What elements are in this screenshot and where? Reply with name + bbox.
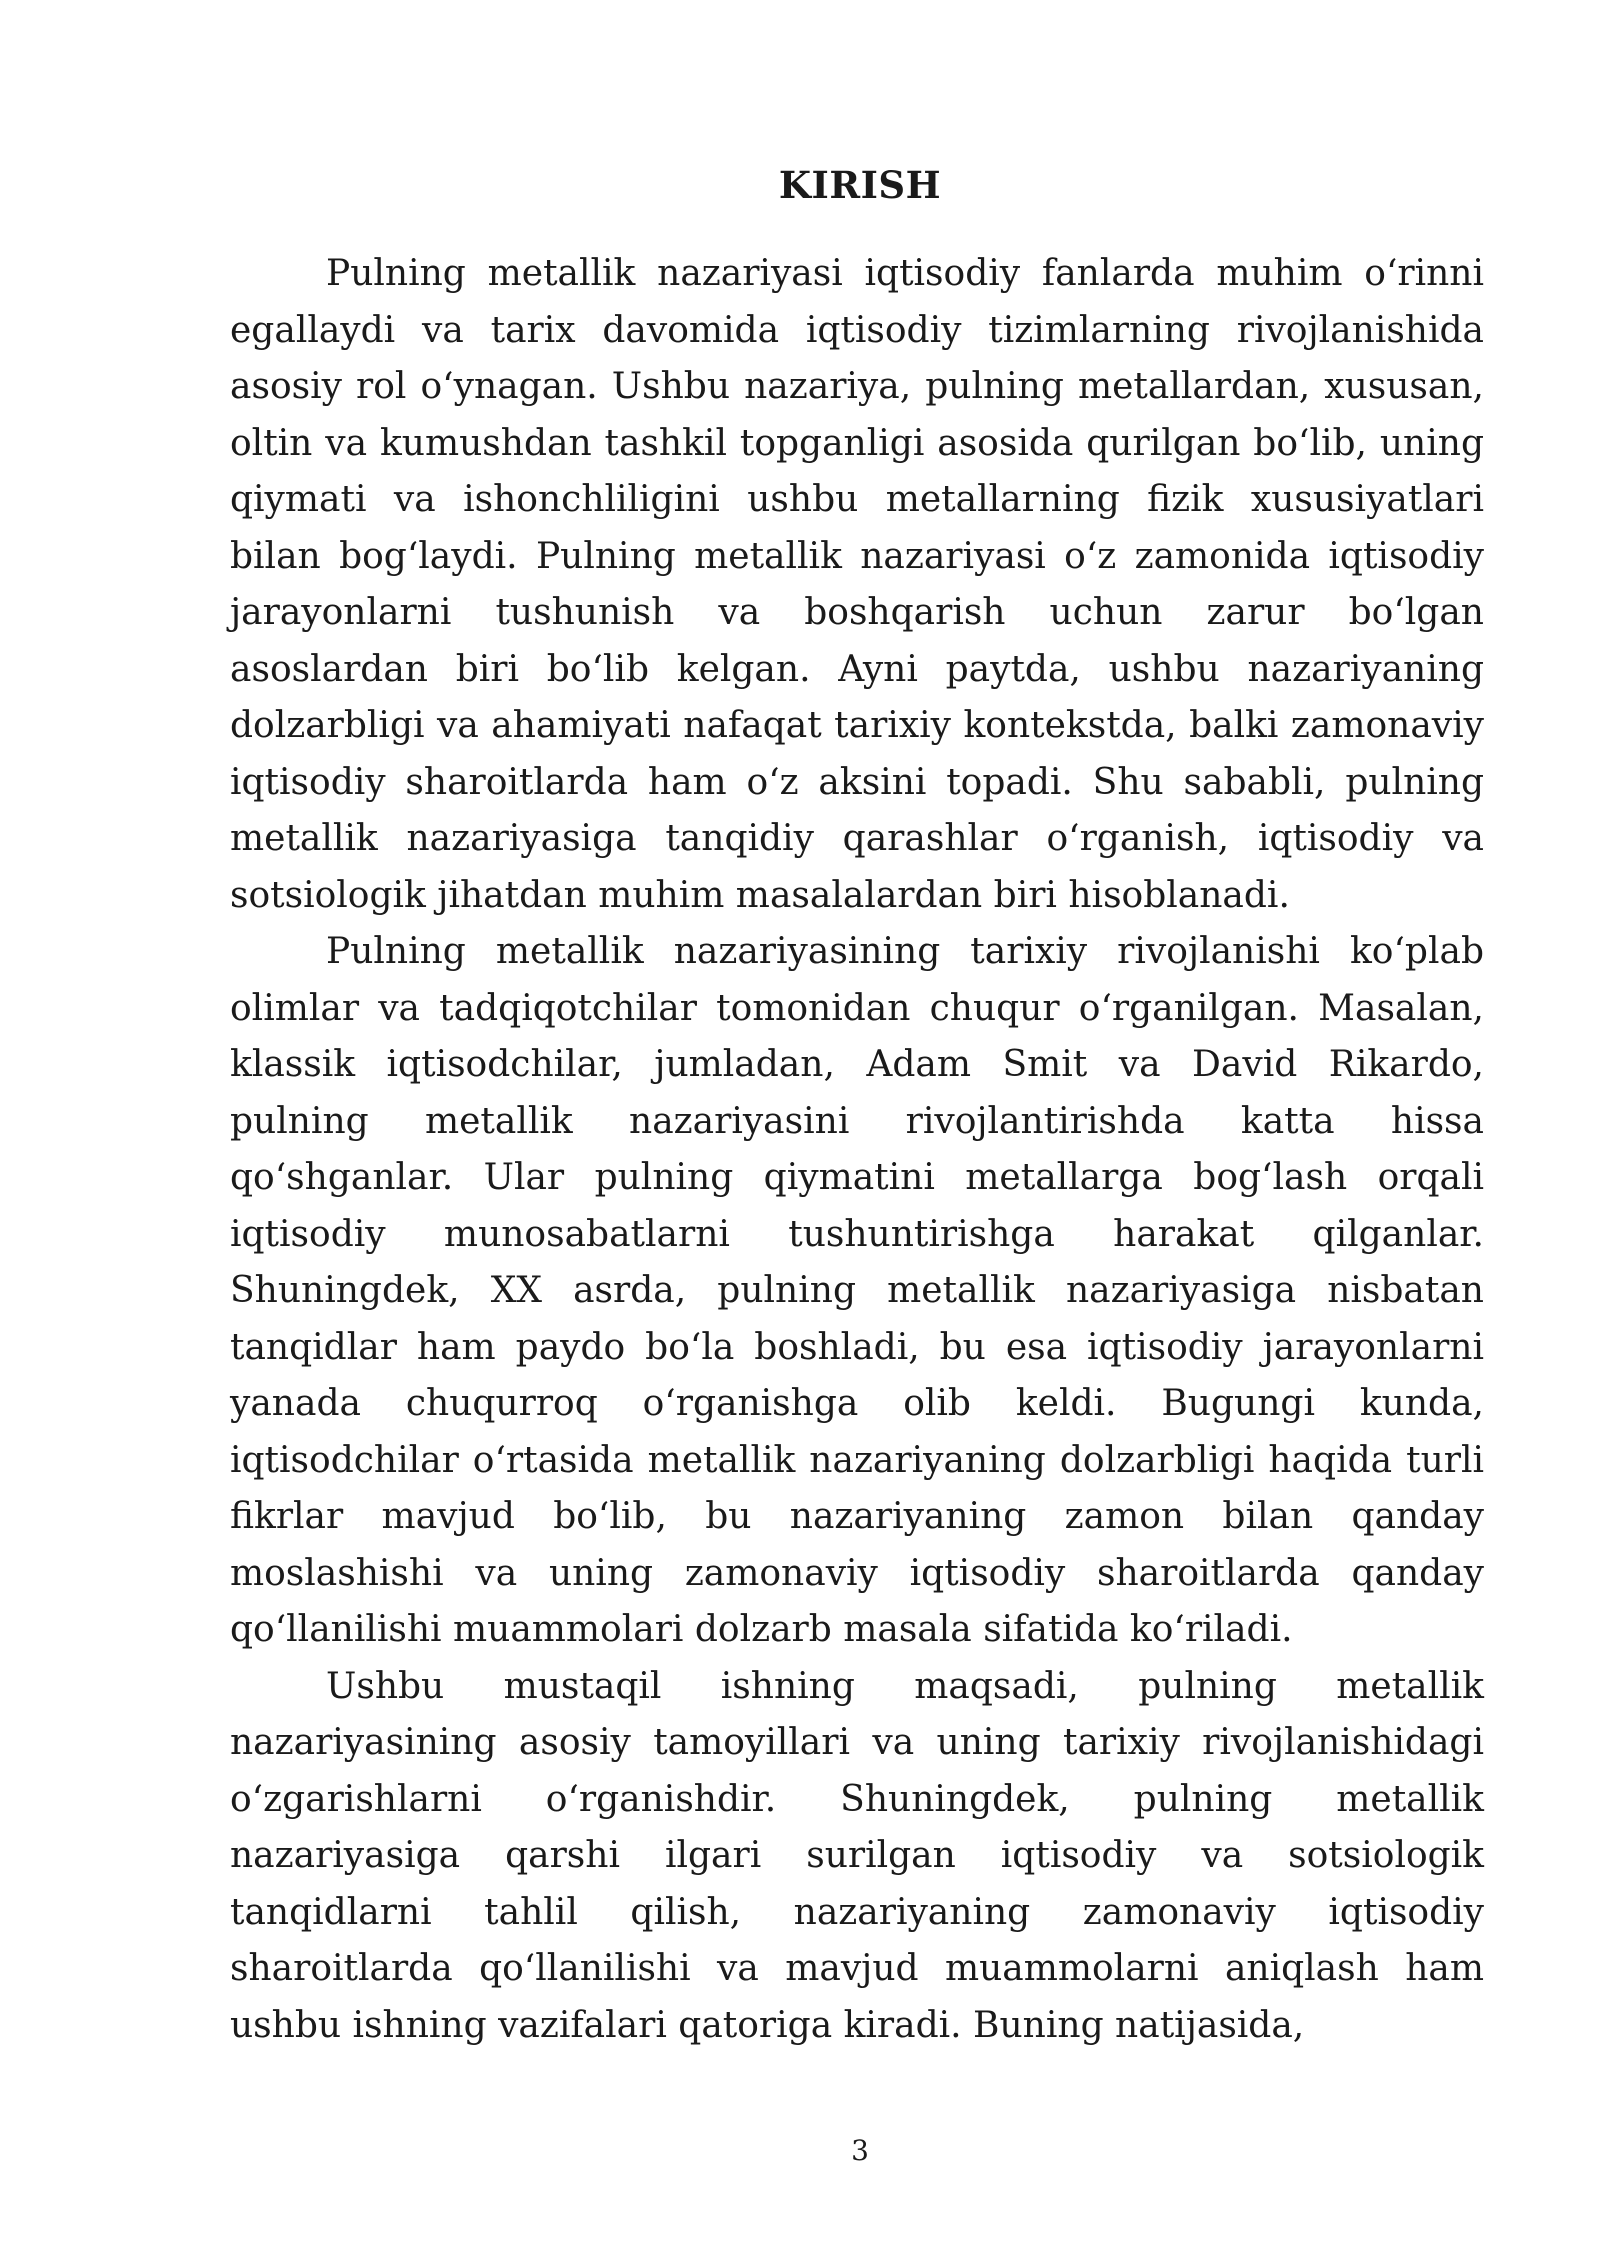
paragraph-1: Pulning metallik nazariyasi iqtisodiy fanlarda muhim oʻrinni egallaydi va tarix davomida iqtisodiy tizimlarning rivojlanishida asosiy rol oʻynagan. Ushbu nazariya, pulning metallardan, xususan, oltin va kumushdan tashkil topganligi asosida qurilgan boʻlib, uning qiymati va ishonchliligini ushbu metallarning fizik xususiyatlari bilan bogʻlaydi. Pulning metallik nazariyasi oʻz zamonida iqtisodiy jarayonlarni tushunish va boshqarish uchun zarur boʻlgan asoslardan biri boʻlib kelgan. Ayni paytda, ushbu nazariyaning dolzarbligi va ahamiyati nafaqat tarixiy kontekstda, balki zamonaviy iqtisodiy sharoitlarda ham oʻz aksini topadi. Shu sababli, pulning metallik nazariyasiga tanqidiy qarashlar oʻrganish, iqtisodiy va sotsiologik jihatdan muhim masalalardan biri hisoblanadi.	[230, 253, 1484, 916]
body-text	[230, 246, 1484, 2054]
paragraph-2: Pulning metallik nazariyasining tarixiy rivojlanishi koʻplab olimlar va tadqiqotchilar tomonidan chuqur oʻrganilgan. Masalan, klassik iqtisodchilar, jumladan, Adam Smit va David Rikardo, pulning metallik nazariyasini rivojlantirishda katta hissa qoʻshganlar. Ular pulning qiymatini metallarga bogʻlash orqali iqtisodiy munosabatlarni tushuntirishga harakat qilganlar. Shuningdek, XX asrda, pulning metallik nazariyasiga nisbatan tanqidlar ham paydo boʻla boshladi, bu esa iqtisodiy jarayonlarni yanada chuqurroq oʻrganishga olib keldi. Bugungi kunda, iqtisodchilar oʻrtasida metallik nazariyaning dolzarbligi haqida turli fikrlar mavjud boʻlib, bu nazariyaning zamon bilan qanday moslashishi va uning zamonaviy iqtisodiy sharoitlarda qanday qoʻllanilishi muammolari dolzarb masala sifatida koʻriladi.	[230, 931, 1484, 1650]
paragraph-3: Ushbu mustaqil ishning maqsadi, pulning metallik nazariyasining asosiy tamoyillari va uning tarixiy rivojlanishidagi oʻzgarishlarni oʻrganishdir. Shuningdek, pulning metallik nazariyasiga qarshi ilgari surilgan iqtisodiy va sotsiologik tanqidlarni tahlil qilish, nazariyaning zamonaviy iqtisodiy sharoitlarda qoʻllanilishi va mavjud muammolarni aniqlash ham ushbu ishning vazifalari qatoriga kiradi. Buning natijasida,	[230, 1665, 1484, 2046]
section-title: KIRISH	[778, 163, 942, 207]
page-number: 3	[851, 2134, 869, 2167]
